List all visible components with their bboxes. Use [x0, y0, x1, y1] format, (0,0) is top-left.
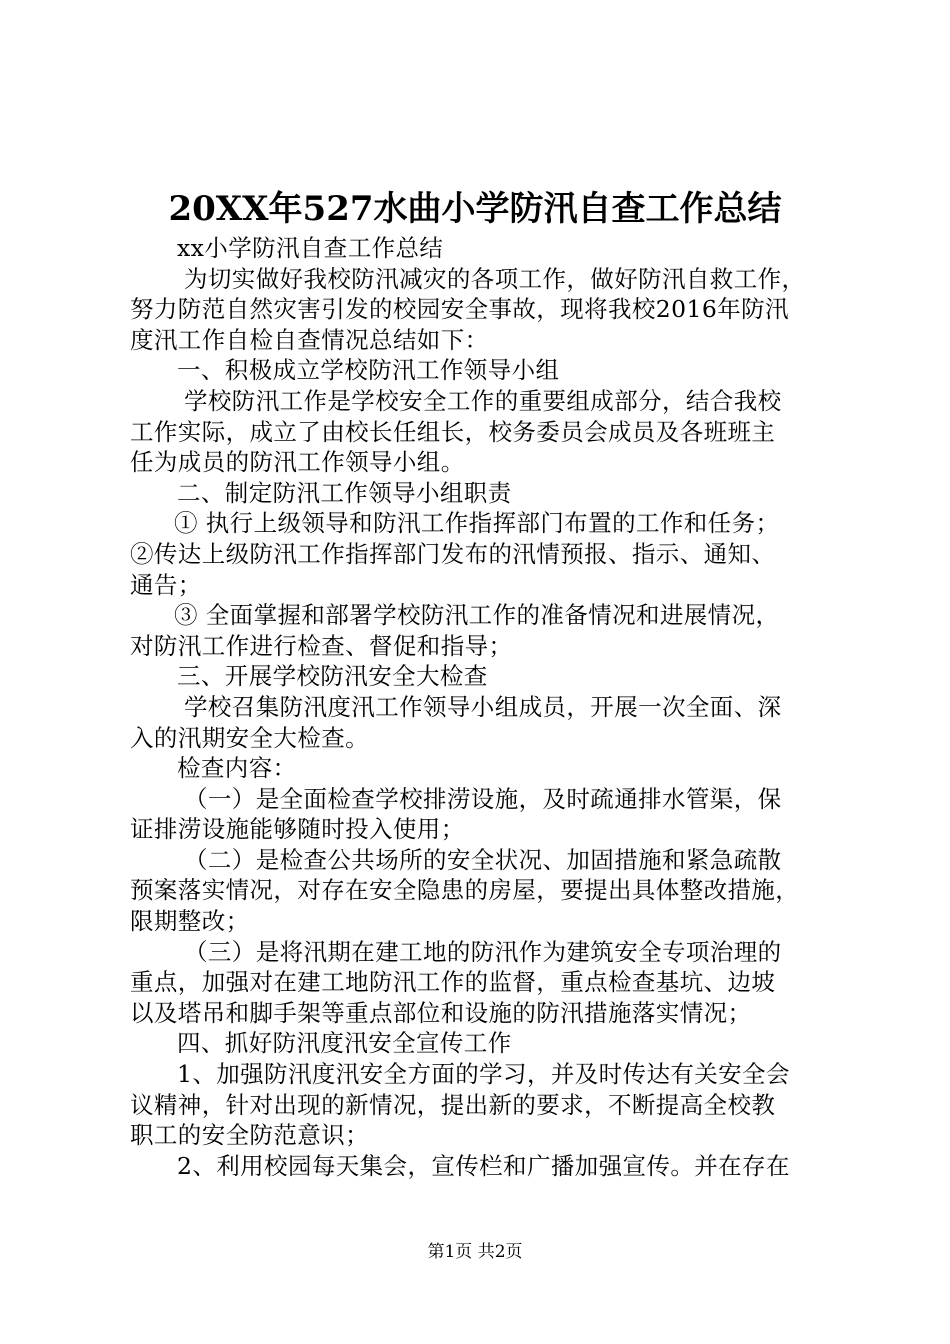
paragraph-line: 检查内容： — [177, 754, 297, 783]
paragraph-line: 度汛工作自检自查情况总结如下： — [130, 325, 489, 354]
list-item-line: ②传达上级防汛工作指挥部门发布的汛情预报、指示、通知、 — [130, 539, 776, 568]
list-item-line: 重点，加强对在建工地防汛工作的监督，重点检查基坑、边坡 — [130, 968, 776, 997]
page-footer: 第1页 共2页 — [427, 1242, 523, 1262]
list-item-line: 通告； — [130, 570, 202, 599]
paragraph-line: 任为成员的防汛工作领导小组。 — [130, 448, 465, 477]
list-item-line: 证排涝设施能够随时投入使用； — [130, 815, 465, 844]
list-item-line: （一）是全面检查学校排涝设施，及时疏通排水管渠，保 — [184, 784, 782, 813]
section-heading: 二、制定防汛工作领导小组职责 — [177, 478, 512, 507]
document-title: 20XX年527水曲小学防汛自查工作总结 — [168, 189, 782, 229]
paragraph-line: 为切实做好我校防汛减灾的各项工作，做好防汛自救工作， — [184, 264, 806, 293]
subtitle-line: xx小学防汛自查工作总结 — [177, 234, 444, 262]
list-item-line: 预案落实情况，对存在安全隐患的房屋，要提出具体整改措施， — [130, 876, 800, 905]
list-item-line: （三）是将汛期在建工地的防汛作为建筑安全专项治理的 — [184, 937, 782, 966]
list-item-line: 2、利用校园每天集会，宣传栏和广播加强宣传。并在存在 — [177, 1151, 790, 1180]
list-item-line: ③ 全面掌握和部署学校防汛工作的准备情况和进展情况， — [174, 601, 780, 630]
paragraph-line: 努力防范自然灾害引发的校园安全事故，现将我校2016年防汛 — [130, 295, 789, 324]
list-item-line: ① 执行上级领导和防汛工作指挥部门布置的工作和任务； — [174, 509, 780, 538]
list-item-line: 1、加强防汛度汛安全方面的学习，并及时传达有关安全会 — [177, 1060, 790, 1089]
list-item-line: （二）是检查公共场所的安全状况、加固措施和紧急疏散 — [184, 845, 782, 874]
list-item-line: 对防汛工作进行检查、督促和指导； — [130, 631, 513, 660]
list-item-line: 限期整改； — [130, 907, 250, 936]
paragraph-line: 学校防汛工作是学校安全工作的重要组成部分，结合我校 — [184, 386, 782, 415]
list-item-line: 职工的安全防范意识； — [130, 1121, 369, 1150]
paragraph-line: 学校召集防汛度汛工作领导小组成员，开展一次全面、深 — [184, 692, 782, 721]
list-item-line: 以及塔吊和脚手架等重点部位和设施的防汛措施落实情况； — [130, 998, 752, 1027]
section-heading: 一、积极成立学校防汛工作领导小组 — [177, 356, 560, 385]
section-heading: 四、抓好防汛度汛安全宣传工作 — [177, 1029, 512, 1058]
paragraph-line: 工作实际，成立了由校长任组长，校务委员会成员及各班班主 — [130, 417, 776, 446]
list-item-line: 议精神，针对出现的新情况，提出新的要求，不断提高全校教 — [130, 1090, 776, 1119]
paragraph-line: 入的汛期安全大检查。 — [130, 723, 369, 752]
section-heading: 三、开展学校防汛安全大检查 — [177, 662, 488, 691]
document-body — [130, 233, 830, 1181]
